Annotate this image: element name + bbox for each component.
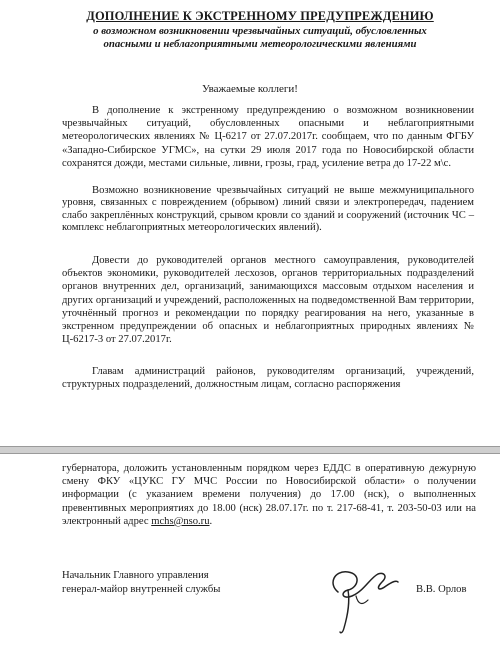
- document-title: ДОПОЛНЕНИЕ К ЭКСТРЕННОМУ ПРЕДУПРЕЖДЕНИЮ: [86, 9, 434, 23]
- handwritten-signature: [318, 556, 402, 636]
- paragraph-1: В дополнение к экстренному предупреждению о возможном возникновении чрезвычайных ситуаций, обусловленных опасными и неблагоприятными метеорологических явлениях № Ц-6217 от 27.07.2017г. сообщаем, что по данным ФГБУ «Западно-Сибирское УГМС», на сутки 29 июля 2017 года по Новосибирской области сохранятся дожди, местами сильные, ливни, грозы, град, усиление ветра до 17-22 м\с.: [62, 105, 474, 169]
- paragraph-4: Главам администраций районов, руководителям организаций, учреждений, структурных подразделений, должностным лицам, согласно распоряжения: [62, 366, 474, 391]
- paragraph-continuation: [62, 462, 476, 528]
- greeting: Уважаемые коллеги!: [202, 83, 298, 95]
- signer-title: [62, 569, 220, 596]
- email-link[interactable]: mchs@nso.ru: [151, 515, 210, 527]
- signer-rank: генерал-майор внутренней службы: [62, 583, 221, 595]
- continuation-text: губернатора, доложить установленным порядком через ЕДДС в оперативную дежурную смену ФКУ «ЦУКС ГУ МЧС России по Новосибирской области» о получении информации (с указанием времени получения) до 17.00 (нск), о выполненных превентивных мероприятиях до 18.00 (нск) 28.07.17г. по т. 217-68-41, т. 203-50-03 или на электронный адрес: [62, 463, 476, 527]
- paragraph-3: Довести до руководителей органов местного самоуправления, руководителей объектов экономики, руководителей лесхозов, органов территориальных подразделений органов внутренних дел, организаций, занимающихся массовым отдыхом населения и других организаций и учреждений, расположенных на подведомственной Вам территории, уточнённый прогноз и рекомендации по порядку реагирования на него, указанные в экстренном предупреждении об опасных и неблагоприятных природных явлениях № Ц-6217-3 от 27.07.2017г.: [62, 255, 474, 346]
- paragraph-2: Возможно возникновение чрезвычайных ситуаций не выше межмуниципального уровня, связанных с повреждением (обрывом) линий связи и электропередач, падением слабо закреплённых конструкций, срывом кровли со зданий и сооружений (источник ЧС – комплекс неблагоприятных метеорологических явлений).: [62, 185, 474, 234]
- signer-position: Начальник Главного управления: [62, 570, 209, 581]
- signer-name: В.В. Орлов: [416, 584, 467, 595]
- email-suffix: .: [209, 515, 213, 527]
- document-subtitle: о возможном возникновении чрезвычайных ситуаций, обусловленных опасными и неблагоприятными метеорологическими явлениями: [93, 25, 427, 50]
